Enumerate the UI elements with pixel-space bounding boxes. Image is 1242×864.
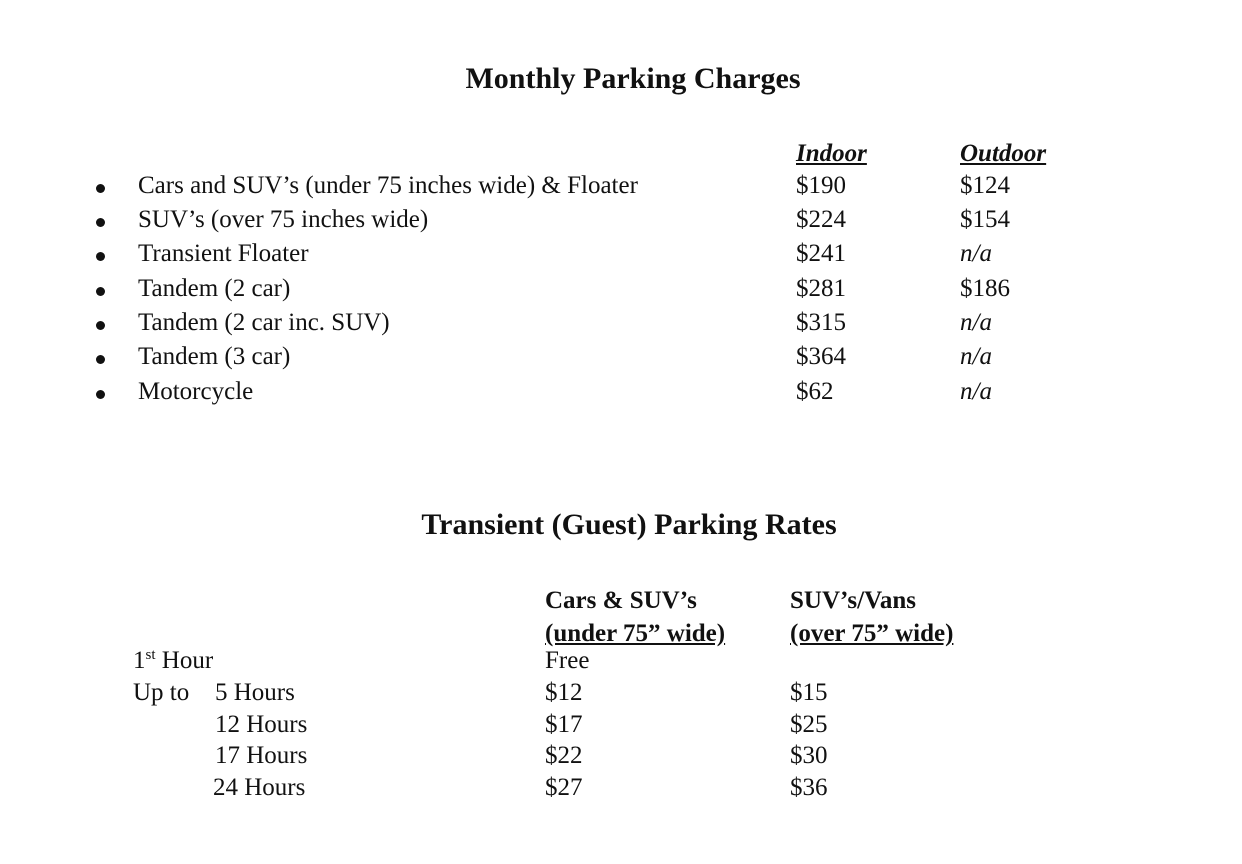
monthly-row-outdoor: $154 (960, 206, 1010, 233)
monthly-row-outdoor: n/a (960, 343, 992, 370)
monthly-row-outdoor: n/a (960, 309, 992, 336)
monthly-row-indoor: $315 (796, 309, 846, 336)
monthly-row-indoor: $281 (796, 275, 846, 302)
transient-row (0, 679, 1242, 711)
transient-row-cars-rate: $22 (545, 742, 583, 769)
cars-column-header-line2: (under 75” wide) (545, 620, 726, 647)
bullet-icon (96, 321, 105, 330)
bullet-icon (96, 218, 105, 227)
first-hour-label (133, 647, 213, 675)
cars-column-header (545, 584, 725, 650)
monthly-charges-title: Monthly Parking Charges (465, 62, 801, 95)
monthly-row-indoor: $224 (796, 206, 846, 233)
transient-row-prefix: Up to (133, 679, 190, 706)
vans-column-header-line1: SUV’s/Vans (790, 587, 916, 614)
monthly-row-indoor: $62 (796, 378, 834, 405)
bullet-icon (96, 287, 105, 296)
monthly-row-label: Tandem (2 car) (138, 275, 291, 302)
transient-row-label: 24 Hours (213, 774, 306, 801)
bullet-icon (96, 184, 105, 193)
monthly-row (0, 378, 1242, 412)
first-hour-text: Hour (161, 647, 214, 674)
monthly-row-outdoor: n/a (960, 240, 992, 267)
transient-row-label: 17 Hours (215, 742, 308, 769)
monthly-row-label: Transient Floater (138, 240, 309, 267)
bullet-icon (96, 355, 105, 364)
monthly-row-indoor: $190 (796, 172, 846, 199)
monthly-row-outdoor: $186 (960, 275, 1010, 302)
monthly-row-indoor: $241 (796, 240, 846, 267)
first-hour-number: 1 (133, 647, 146, 674)
monthly-row-indoor: $364 (796, 343, 846, 370)
indoor-column-header: Indoor (796, 140, 867, 167)
monthly-row-label: Motorcycle (138, 378, 254, 405)
monthly-row (0, 172, 1242, 206)
transient-row-first-hour (0, 647, 1242, 679)
transient-row (0, 711, 1242, 743)
transient-row-cars-rate: $27 (545, 774, 583, 801)
cars-column-header-line1: Cars & SUV’s (545, 587, 697, 614)
vans-column-header-line2: (over 75” wide) (790, 620, 954, 647)
monthly-row (0, 240, 1242, 274)
first-hour-cars-rate: Free (545, 647, 590, 674)
transient-row-vans-rate: $25 (790, 711, 828, 738)
transient-row-cars-rate: $17 (545, 711, 583, 738)
monthly-row-label: Cars and SUV’s (under 75 inches wide) & Floater (138, 172, 638, 199)
vans-column-header (790, 584, 953, 650)
monthly-row-label: Tandem (3 car) (138, 343, 291, 370)
monthly-row (0, 206, 1242, 240)
bullet-icon (96, 390, 105, 399)
first-hour-suffix: st (145, 647, 156, 663)
transient-row-label: 5 Hours (215, 679, 295, 706)
transient-row (0, 742, 1242, 774)
transient-row-cars-rate: $12 (545, 679, 583, 706)
monthly-row-outdoor: $124 (960, 172, 1010, 199)
bullet-icon (96, 252, 105, 261)
transient-row-vans-rate: $15 (790, 679, 828, 706)
monthly-row (0, 309, 1242, 343)
monthly-row-outdoor: n/a (960, 378, 992, 405)
transient-row-label: 12 Hours (215, 711, 308, 738)
monthly-row-label: Tandem (2 car inc. SUV) (138, 309, 390, 336)
transient-rates-title: Transient (Guest) Parking Rates (421, 508, 837, 541)
transient-row (0, 774, 1242, 806)
outdoor-column-header: Outdoor (960, 140, 1047, 167)
monthly-row (0, 275, 1242, 309)
transient-row-vans-rate: $30 (790, 742, 828, 769)
transient-row-vans-rate: $36 (790, 774, 828, 801)
monthly-row-label: SUV’s (over 75 inches wide) (138, 206, 429, 233)
monthly-row (0, 343, 1242, 377)
